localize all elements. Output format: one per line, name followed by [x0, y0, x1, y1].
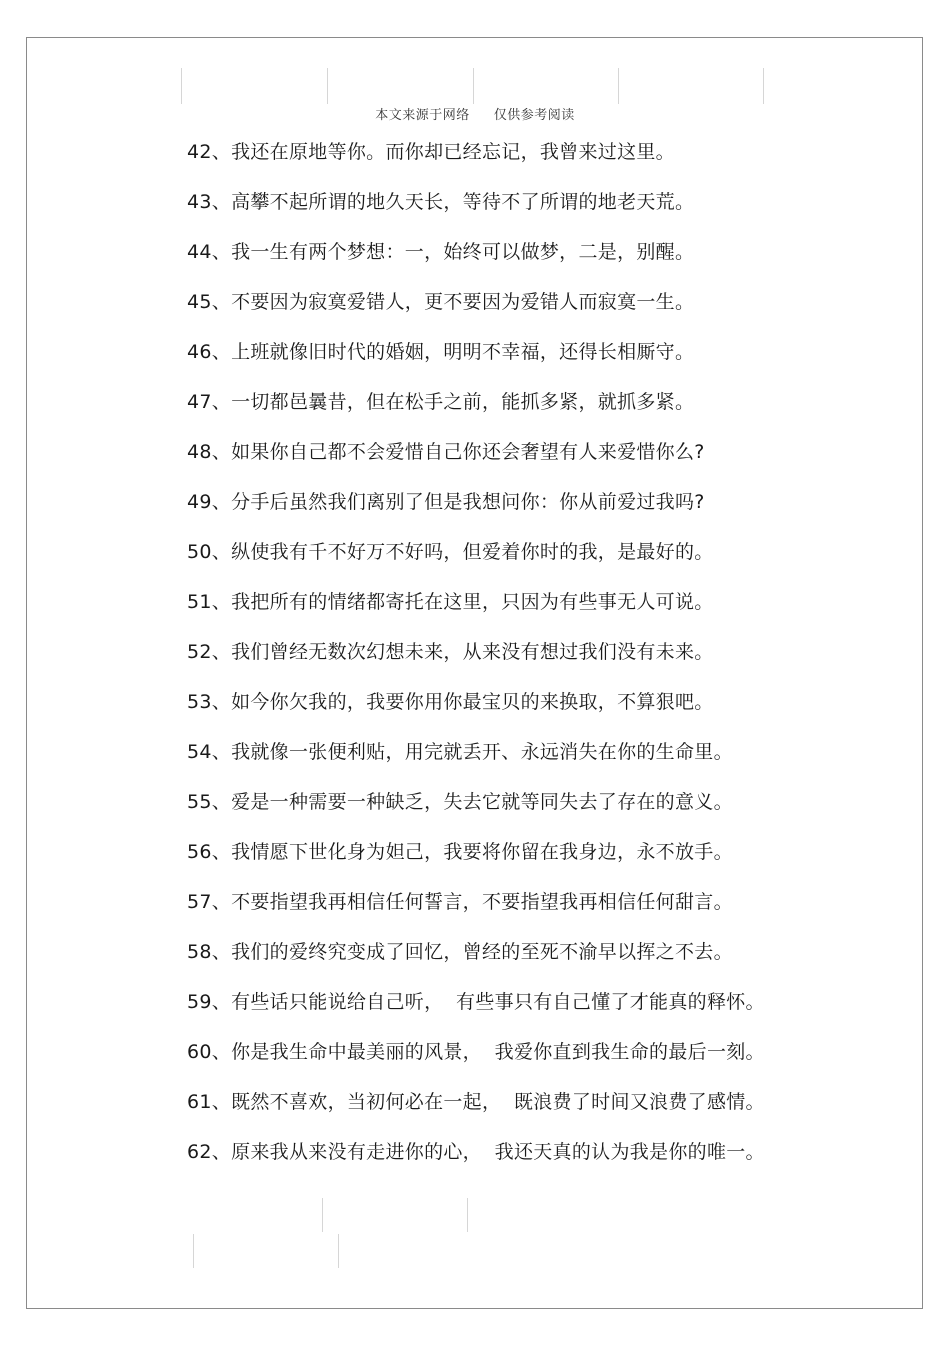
header-divider: [327, 68, 328, 104]
text-line: 61、既然不喜欢，当初何必在一起， 既浪费了时间又浪费了感情。: [187, 1091, 765, 1113]
text-line: 48、如果你自己都不会爱惜自己你还会奢望有人来爱惜你么?: [187, 441, 705, 463]
header-divider: [618, 68, 619, 104]
header-divider: [181, 68, 182, 104]
text-line: 47、一切都邑曩昔，但在松手之前，能抓多紧，就抓多紧。: [187, 391, 695, 413]
text-line: 42、我还在原地等你。而你却已经忘记，我曾来过这里。: [187, 141, 675, 163]
text-line: 54、我就像一张便利贴，用完就丢开、永远消失在你的生命里。: [187, 741, 733, 763]
footer-divider: [467, 1198, 468, 1232]
reference-note: 仅供参考阅读: [493, 108, 575, 123]
text-line: 56、我情愿下世化身为妲己，我要将你留在我身边，永不放手。: [187, 841, 733, 863]
source-note: 本文来源于网络: [375, 108, 470, 123]
footer-divider: [338, 1234, 339, 1268]
text-line: 51、我把所有的情绪都寄托在这里，只因为有些事无人可说。: [187, 591, 714, 613]
text-line: 52、我们曾经无数次幻想未来，从来没有想过我们没有未来。: [187, 641, 714, 663]
header-divider: [473, 68, 474, 104]
header-note: [0, 104, 950, 123]
text-lines: [187, 137, 765, 1187]
text-line: 57、不要指望我再相信任何誓言，不要指望我再相信任何甜言。: [187, 891, 733, 913]
footer-divider: [193, 1234, 194, 1268]
text-line: 43、高攀不起所谓的地久天长，等待不了所谓的地老天荒。: [187, 191, 695, 213]
text-line: 46、上班就像旧时代的婚姻，明明不幸福，还得长相厮守。: [187, 341, 695, 363]
text-line: 62、原来我从来没有走进你的心， 我还天真的认为我是你的唯一。: [187, 1141, 765, 1163]
text-line: 58、我们的爱终究变成了回忆，曾经的至死不渝早以挥之不去。: [187, 941, 733, 963]
text-line: 53、如今你欠我的，我要你用你最宝贝的来换取，不算狠吧。: [187, 691, 714, 713]
text-line: 45、不要因为寂寞爱错人，更不要因为爱错人而寂寞一生。: [187, 291, 695, 313]
text-line: 50、纵使我有千不好万不好吗，但爱着你时的我，是最好的。: [187, 541, 714, 563]
footer-divider: [322, 1198, 323, 1232]
text-line: 49、分手后虽然我们离别了但是我想问你：你从前爱过我吗?: [187, 491, 705, 513]
text-line: 44、我一生有两个梦想：一，始终可以做梦，二是，别醒。: [187, 241, 695, 263]
header-divider: [763, 68, 764, 104]
text-line: 55、爱是一种需要一种缺乏，失去它就等同失去了存在的意义。: [187, 791, 733, 813]
text-line: 59、有些话只能说给自己听， 有些事只有自己懂了才能真的释怀。: [187, 991, 765, 1013]
text-line: 60、你是我生命中最美丽的风景， 我爱你直到我生命的最后一刻。: [187, 1041, 765, 1063]
